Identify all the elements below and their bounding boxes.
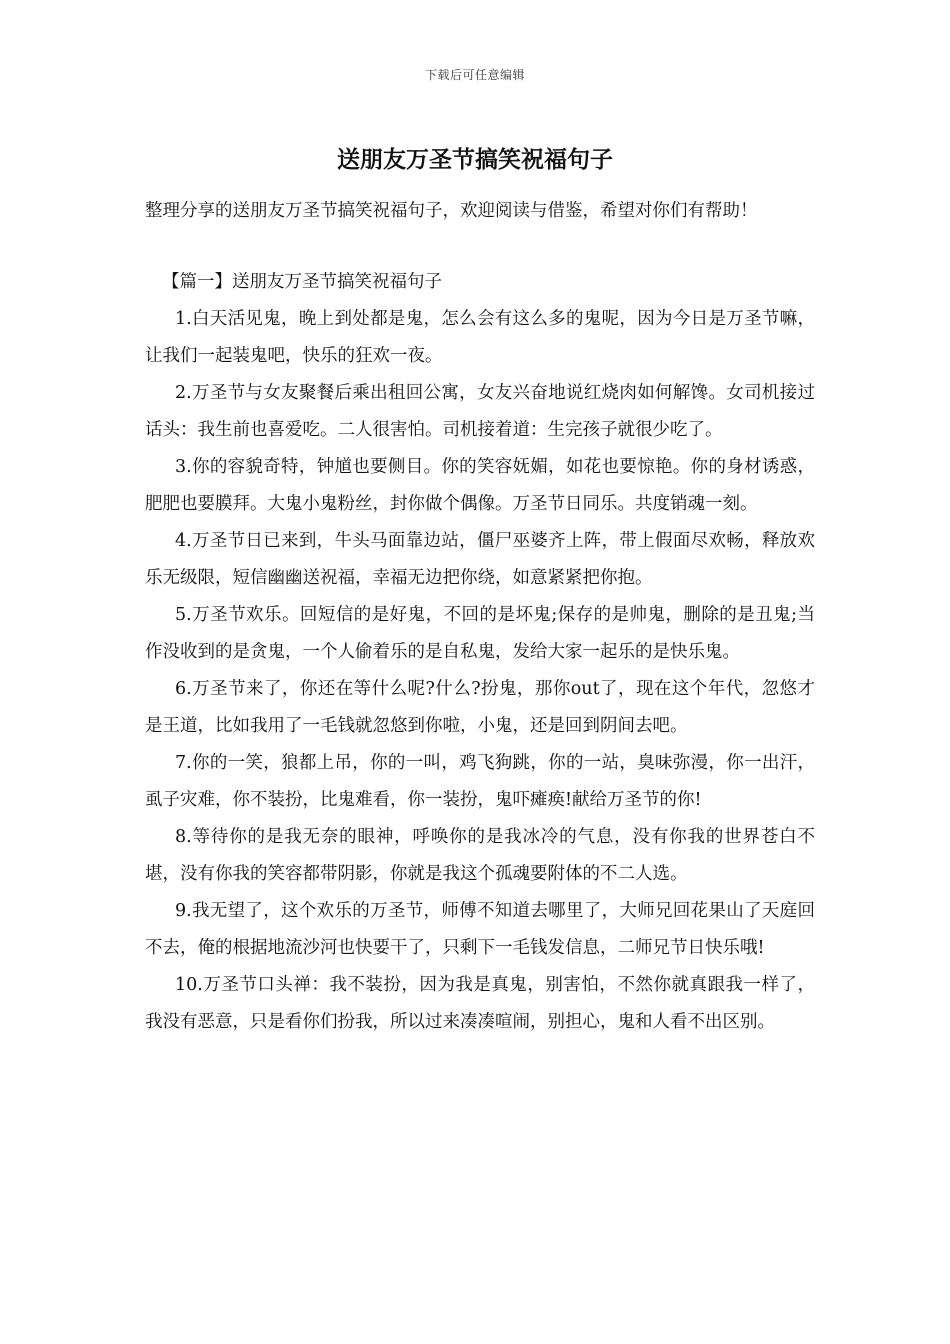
list-item: 7.你的一笑，狼都上吊，你的一叫，鸡飞狗跳，你的一站，臭味弥漫，你一出汗，虱子灾难，你不装扮，比鬼难看，你一装扮，鬼吓瘫痪!献给万圣节的你! xyxy=(145,753,815,810)
list-item: 6.万圣节来了，你还在等什么呢?什么?扮鬼，那你out了，现在这个年代，忽悠才是王道，比如我用了一毛钱就忽悠到你啦，小鬼，还是回到阴间去吧。 xyxy=(145,679,815,736)
list-item: 5.万圣节欢乐。回短信的是好鬼，不回的是坏鬼;保存的是帅鬼，删除的是丑鬼;当作没收到的是贪鬼，一个人偷着乐的是自私鬼，发给大家一起乐的是快乐鬼。 xyxy=(145,605,815,662)
list-item: 2.万圣节与女友聚餐后乘出租回公寓，女友兴奋地说红烧肉如何解馋。女司机接过话头：我生前也喜爱吃。二人很害怕。司机接着道：生完孩子就很少吃了。 xyxy=(145,383,815,440)
header-note: 下载后可任意编辑 xyxy=(424,68,525,82)
list-item: 4.万圣节日已来到，牛头马面靠边站，僵尸巫婆齐上阵，带上假面尽欢畅，释放欢乐无级限，短信幽幽送祝福，幸福无边把你绕，如意紧紧把你抱。 xyxy=(145,531,815,588)
document-body xyxy=(145,264,815,1041)
list-item: 9.我无望了，这个欢乐的万圣节，师傅不知道去哪里了，大师兄回花果山了天庭回不去，俺的根据地流沙河也快要干了，只剩下一毛钱发信息，二师兄节日快乐哦! xyxy=(145,901,815,958)
section-heading: 【篇一】送朋友万圣节搞笑祝福句子 xyxy=(162,272,442,292)
intro-paragraph: 整理分享的送朋友万圣节搞笑祝福句子，欢迎阅读与借鉴，希望对你们有帮助！ xyxy=(145,201,758,221)
list-item: 3.你的容貌奇特，钟馗也要侧目。你的笑容妩媚，如花也要惊艳。你的身材诱惑，肥肥也要膜拜。大鬼小鬼粉丝，封你做个偶像。万圣节日同乐。共度销魂一刻。 xyxy=(145,457,815,514)
list-item: 1.白天活见鬼，晚上到处都是鬼，怎么会有这么多的鬼呢，因为今日是万圣节嘛，让我们一起装鬼吧，快乐的狂欢一夜。 xyxy=(145,309,815,366)
list-item: 8.等待你的是我无奈的眼神，呼唤你的是我冰冷的气息，没有你我的世界苍白不堪，没有你我的笑容都带阴影，你就是我这个孤魂要附体的不二人选。 xyxy=(145,827,815,884)
list-item: 10.万圣节口头禅：我不装扮，因为我是真鬼，别害怕，不然你就真跟我一样了，我没有恶意，只是看你们扮我，所以过来凑凑喧闹，别担心，鬼和人看不出区别。 xyxy=(145,975,815,1032)
document-title: 送朋友万圣节搞笑祝福句子 xyxy=(337,146,613,173)
